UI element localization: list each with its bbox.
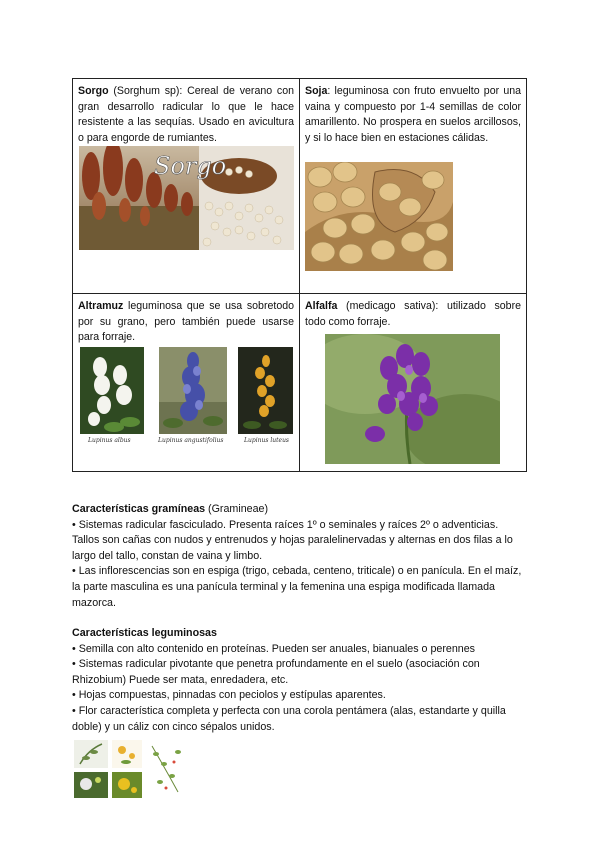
caption-lupinus-angustifolius: Lupinus angustifolius [158, 437, 224, 444]
altramuz-text: leguminosa que se usa sobretodo por su grano, pero también puede usarse para forraje. [78, 300, 294, 343]
lupinus-angustifolius-image [159, 347, 227, 434]
legume-illustrations-image [74, 740, 186, 798]
leguminosas-bullet-4: • Flor característica completa y perfecta con una corola pentámera (alas, estandarte y quilla doble) y un cáliz con cinco sépalos unidos. [72, 704, 506, 733]
gramineas-section [72, 502, 528, 611]
gramineas-heading-suffix: (Gramineae) [205, 503, 269, 515]
gramineas-heading: Características gramíneas [72, 503, 206, 515]
lupinus-luteus-image [238, 347, 293, 434]
soja-image [305, 162, 453, 271]
leguminosas-section [72, 626, 528, 735]
sorgo-name: Sorgo [78, 85, 109, 97]
leguminosas-bullet-1: • Semilla con alto contenido en proteínas. Pueden ser anuales, bianuales o perennes [72, 642, 476, 655]
leguminosas-bullet-2: • Sistemas radicular pivotante que penetra profundamente en el suelo (asociación con Rhizobium) Puede ser mata, enredadera, etc. [72, 658, 480, 686]
soja-text: : leguminosa con fruto envuelto por una vaina y compuesto por 1-4 semillas de color amarillento. No prospera en suelos arcillosos, y si lo hace bien en estaciones cálidas. [305, 85, 521, 144]
caption-lupinus-luteus: Lupinus luteus [244, 437, 290, 444]
alfalfa-name: Alfalfa [305, 300, 338, 312]
leguminosas-heading: Características leguminosas [72, 627, 217, 639]
gramineas-bullet-1: • Sistemas radicular fasciculado. Presenta raíces 1º o seminales y raíces 2º o adventicias. Tallos son cañas con nudos y entrenudos y hojas paralelinervadas y alternas en dos filas a lo largo del tallo, constan de vaina y limbo. [72, 518, 513, 562]
leguminosas-bullet-3: • Hojas compuestas, pinnadas con peciolos y estípulas aparentes. [72, 689, 386, 702]
sorgo-text: (Sorghum sp): Cereal de verano con gran desarrollo radicular lo que le hace resistente a las sequías. Usado en avicultura o para engorde de rumiantes. [78, 85, 294, 144]
soja-name: Soja [305, 85, 328, 97]
lupinus-albus-image [80, 347, 144, 434]
alfalfa-text: (medicago sativa): utilizado sobre todo como forraje. [305, 300, 521, 328]
altramuz-name: Altramuz [78, 300, 124, 312]
sorgo-image [79, 146, 294, 250]
caption-lupinus-albus: Lupinus albus [88, 437, 131, 444]
gramineas-bullet-2: • Las inflorescencias son en espiga (trigo, cebada, centeno, triticale) o en panícula. En el maíz, la parte masculina es una panícula terminal y la femenina una espiga modificada llamada mazorca. [72, 565, 522, 609]
sorgo-image-label: Sorgo [154, 152, 227, 180]
alfalfa-image [325, 334, 500, 464]
